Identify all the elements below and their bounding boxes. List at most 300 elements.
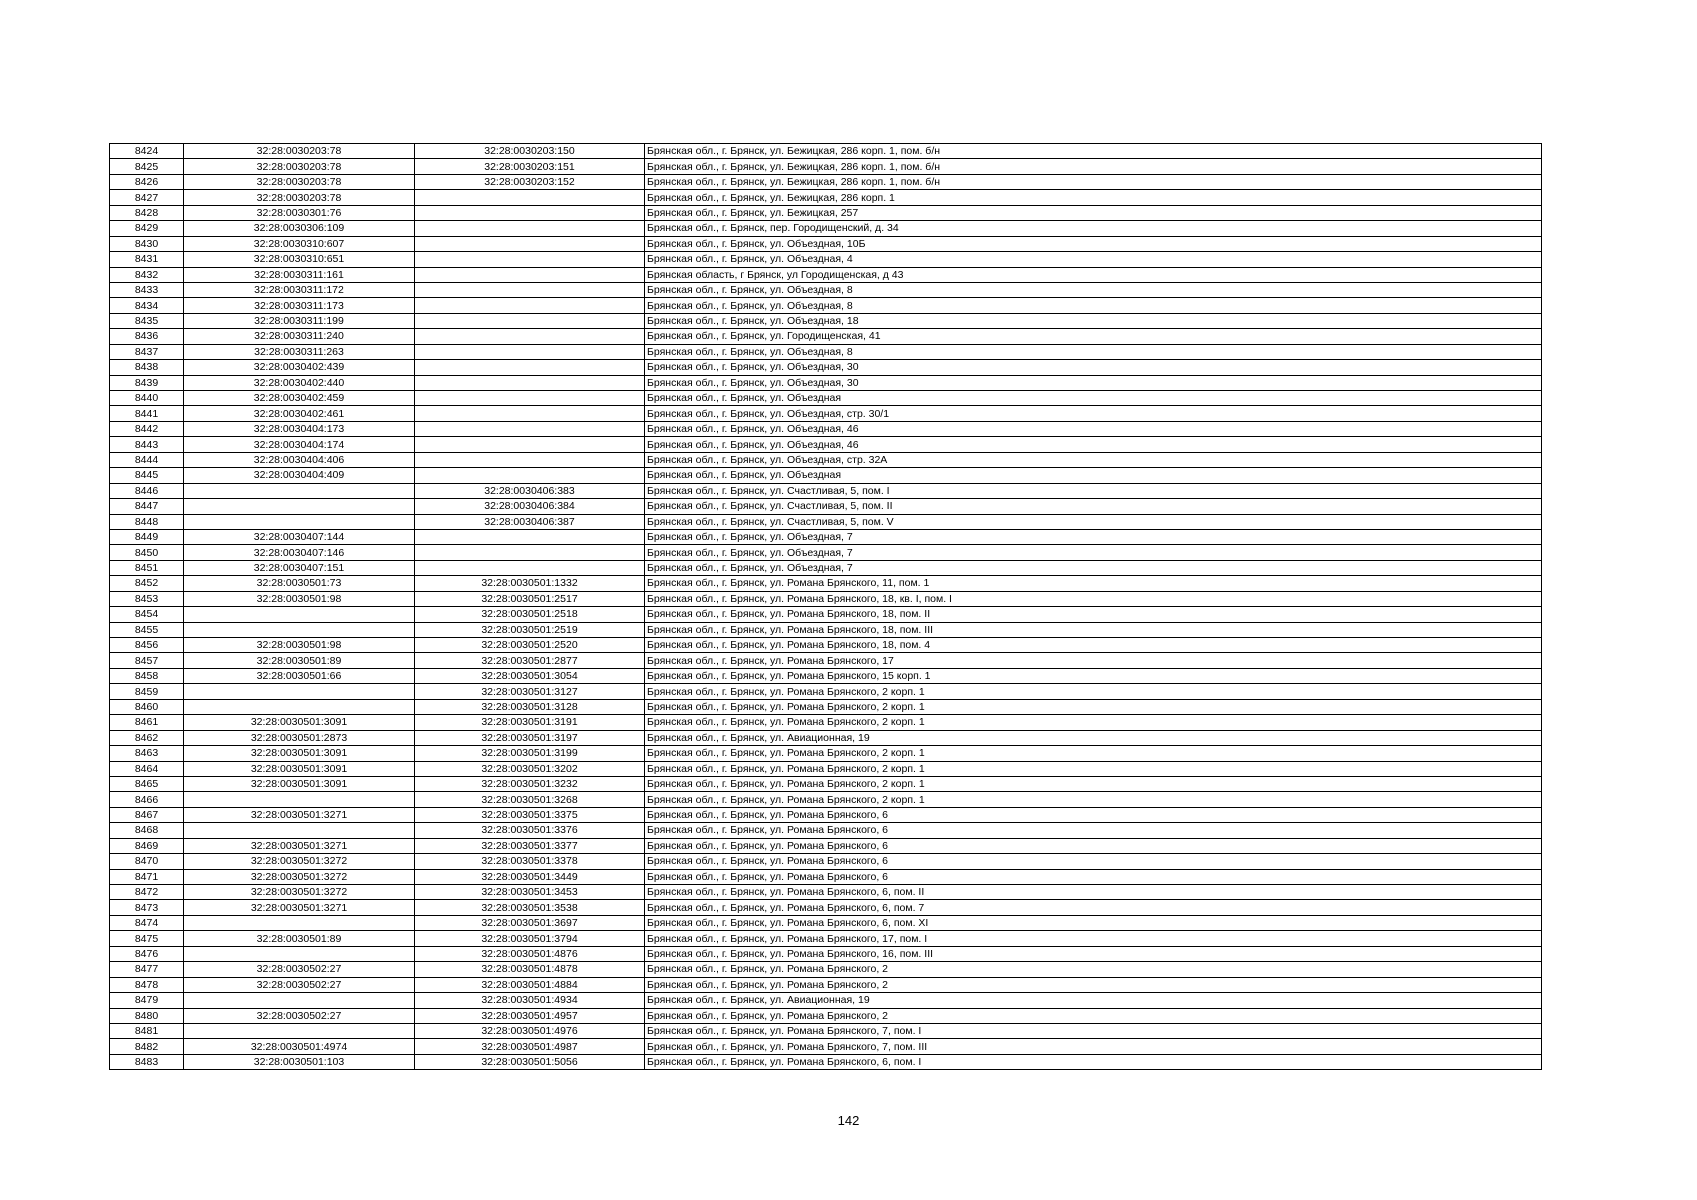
address-cell: Брянская обл., г. Брянск, ул. Романа Брянского, 7, пом. I	[645, 1023, 1542, 1038]
row-number-cell: 8462	[110, 730, 184, 745]
object-cadastral-number-cell: 32:28:0030501:3538	[415, 900, 645, 915]
object-cadastral-number-cell	[415, 344, 645, 359]
land-cadastral-number-cell: 32:28:0030311:240	[184, 329, 415, 344]
land-cadastral-number-cell	[184, 1023, 415, 1038]
address-cell: Брянская обл., г. Брянск, ул. Романа Брянского, 16, пом. III	[645, 946, 1542, 961]
land-cadastral-number-cell	[184, 946, 415, 961]
land-cadastral-number-cell	[184, 514, 415, 529]
table-row	[110, 329, 1542, 344]
address-cell: Брянская обл., г. Брянск, ул. Романа Брянского, 2 корп. 1	[645, 715, 1542, 730]
address-cell: Брянская обл., г. Брянск, ул. Счастливая, 5, пом. I	[645, 483, 1542, 498]
address-cell: Брянская обл., г. Брянск, ул. Объездная, 18	[645, 313, 1542, 328]
object-cadastral-number-cell	[415, 545, 645, 560]
object-cadastral-number-cell: 32:28:0030501:4934	[415, 993, 645, 1008]
land-cadastral-number-cell: 32:28:0030501:4974	[184, 1039, 415, 1054]
row-number-cell: 8428	[110, 205, 184, 220]
address-cell: Брянская обл., г. Брянск, ул. Романа Брянского, 18, кв. I, пом. I	[645, 591, 1542, 606]
object-cadastral-number-cell	[415, 282, 645, 297]
row-number-cell: 8480	[110, 1008, 184, 1023]
land-cadastral-number-cell: 32:28:0030404:406	[184, 452, 415, 467]
object-cadastral-number-cell	[415, 560, 645, 575]
land-cadastral-number-cell	[184, 993, 415, 1008]
row-number-cell: 8429	[110, 221, 184, 236]
table-row	[110, 730, 1542, 745]
address-cell: Брянская обл., г. Брянск, ул. Счастливая, 5, пом. V	[645, 514, 1542, 529]
object-cadastral-number-cell	[415, 252, 645, 267]
land-cadastral-number-cell	[184, 792, 415, 807]
table-row	[110, 391, 1542, 406]
table-row	[110, 622, 1542, 637]
table-row	[110, 915, 1542, 930]
table-row	[110, 1039, 1542, 1054]
row-number-cell: 8463	[110, 746, 184, 761]
table-row	[110, 715, 1542, 730]
row-number-cell: 8456	[110, 638, 184, 653]
object-cadastral-number-cell: 32:28:0030501:3375	[415, 807, 645, 822]
address-cell: Брянская обл., г. Брянск, ул. Объездная, 7	[645, 560, 1542, 575]
object-cadastral-number-cell	[415, 452, 645, 467]
address-cell: Брянская обл., г. Брянск, ул. Объездная, 30	[645, 360, 1542, 375]
table-row	[110, 746, 1542, 761]
table-row	[110, 360, 1542, 375]
object-cadastral-number-cell	[415, 298, 645, 313]
object-cadastral-number-cell	[415, 190, 645, 205]
address-cell: Брянская обл., г. Брянск, ул. Объездная, 8	[645, 282, 1542, 297]
table-row	[110, 298, 1542, 313]
row-number-cell: 8452	[110, 576, 184, 591]
row-number-cell: 8443	[110, 437, 184, 452]
address-cell: Брянская обл., г. Брянск, ул. Романа Брянского, 2 корп. 1	[645, 761, 1542, 776]
object-cadastral-number-cell	[415, 221, 645, 236]
object-cadastral-number-cell: 32:28:0030501:5056	[415, 1054, 645, 1069]
object-cadastral-number-cell: 32:28:0030406:387	[415, 514, 645, 529]
land-cadastral-number-cell	[184, 915, 415, 930]
object-cadastral-number-cell: 32:28:0030501:3794	[415, 931, 645, 946]
address-cell: Брянская обл., г. Брянск, ул. Романа Брянского, 15 корп. 1	[645, 668, 1542, 683]
land-cadastral-number-cell: 32:28:0030501:3272	[184, 885, 415, 900]
row-number-cell: 8455	[110, 622, 184, 637]
address-cell: Брянская обл., г. Брянск, ул. Объездная	[645, 468, 1542, 483]
address-cell: Брянская обл., г. Брянск, ул. Романа Брянского, 6, пом. II	[645, 885, 1542, 900]
table-row	[110, 638, 1542, 653]
object-cadastral-number-cell	[415, 391, 645, 406]
address-cell: Брянская обл., г. Брянск, ул. Бежицкая, 286 корп. 1	[645, 190, 1542, 205]
row-number-cell: 8482	[110, 1039, 184, 1054]
address-cell: Брянская обл., г. Брянск, ул. Авиационная, 19	[645, 993, 1542, 1008]
table-row	[110, 483, 1542, 498]
object-cadastral-number-cell: 32:28:0030501:4976	[415, 1023, 645, 1038]
land-cadastral-number-cell: 32:28:0030501:3091	[184, 746, 415, 761]
land-cadastral-number-cell	[184, 684, 415, 699]
address-cell: Брянская обл., г. Брянск, ул. Счастливая, 5, пом. II	[645, 499, 1542, 514]
row-number-cell: 8446	[110, 483, 184, 498]
address-cell: Брянская обл., г. Брянск, ул. Объездная, 7	[645, 529, 1542, 544]
table-row	[110, 437, 1542, 452]
object-cadastral-number-cell: 32:28:0030501:3191	[415, 715, 645, 730]
table-row	[110, 869, 1542, 884]
table-row	[110, 900, 1542, 915]
address-cell: Брянская обл., г. Брянск, ул. Романа Брянского, 2	[645, 977, 1542, 992]
land-cadastral-number-cell	[184, 622, 415, 637]
address-cell: Брянская обл., г. Брянск, ул. Объездная, 46	[645, 437, 1542, 452]
address-cell: Брянская обл., г. Брянск, ул. Романа Брянского, 6	[645, 807, 1542, 822]
object-cadastral-number-cell: 32:28:0030501:3453	[415, 885, 645, 900]
land-cadastral-number-cell: 32:28:0030407:151	[184, 560, 415, 575]
row-number-cell: 8440	[110, 391, 184, 406]
land-cadastral-number-cell: 32:28:0030501:73	[184, 576, 415, 591]
row-number-cell: 8451	[110, 560, 184, 575]
row-number-cell: 8465	[110, 776, 184, 791]
table-row	[110, 406, 1542, 421]
row-number-cell: 8483	[110, 1054, 184, 1069]
table-row	[110, 499, 1542, 514]
land-cadastral-number-cell: 32:28:0030501:103	[184, 1054, 415, 1069]
object-cadastral-number-cell: 32:28:0030501:3449	[415, 869, 645, 884]
land-cadastral-number-cell: 32:28:0030301:76	[184, 205, 415, 220]
land-cadastral-number-cell: 32:28:0030501:89	[184, 653, 415, 668]
object-cadastral-number-cell: 32:28:0030203:150	[415, 144, 645, 159]
address-cell: Брянская обл., г. Брянск, ул. Романа Брянского, 2 корп. 1	[645, 792, 1542, 807]
table-row	[110, 668, 1542, 683]
address-cell: Брянская обл., г. Брянск, ул. Объездная, 8	[645, 298, 1542, 313]
object-cadastral-number-cell: 32:28:0030501:2520	[415, 638, 645, 653]
land-cadastral-number-cell: 32:28:0030501:3271	[184, 807, 415, 822]
address-cell: Брянская обл., г. Брянск, ул. Бежицкая, 286 корп. 1, пом. б/н	[645, 144, 1542, 159]
table-row	[110, 977, 1542, 992]
object-cadastral-number-cell: 32:28:0030501:3376	[415, 823, 645, 838]
object-cadastral-number-cell: 32:28:0030501:3378	[415, 854, 645, 869]
table-row	[110, 529, 1542, 544]
table-row	[110, 854, 1542, 869]
land-cadastral-number-cell: 32:28:0030203:78	[184, 159, 415, 174]
row-number-cell: 8426	[110, 174, 184, 189]
object-cadastral-number-cell: 32:28:0030501:2518	[415, 607, 645, 622]
table-row	[110, 576, 1542, 591]
address-cell: Брянская обл., г. Брянск, ул. Объездная, стр. 32А	[645, 452, 1542, 467]
table-row	[110, 885, 1542, 900]
land-cadastral-number-cell: 32:28:0030501:89	[184, 931, 415, 946]
object-cadastral-number-cell: 32:28:0030501:2519	[415, 622, 645, 637]
land-cadastral-number-cell: 32:28:0030311:263	[184, 344, 415, 359]
table-row	[110, 993, 1542, 1008]
land-cadastral-number-cell	[184, 699, 415, 714]
table-row	[110, 946, 1542, 961]
object-cadastral-number-cell: 32:28:0030501:4987	[415, 1039, 645, 1054]
table-row	[110, 236, 1542, 251]
table-row	[110, 653, 1542, 668]
address-cell: Брянская обл., г. Брянск, ул. Объездная, стр. 30/1	[645, 406, 1542, 421]
object-cadastral-number-cell: 32:28:0030501:3202	[415, 761, 645, 776]
row-number-cell: 8430	[110, 236, 184, 251]
row-number-cell: 8433	[110, 282, 184, 297]
land-cadastral-number-cell: 32:28:0030501:3091	[184, 715, 415, 730]
address-cell: Брянская обл., г. Брянск, ул. Романа Брянского, 2	[645, 962, 1542, 977]
row-number-cell: 8434	[110, 298, 184, 313]
table-row	[110, 421, 1542, 436]
table-row	[110, 159, 1542, 174]
object-cadastral-number-cell: 32:28:0030501:3232	[415, 776, 645, 791]
land-cadastral-number-cell: 32:28:0030203:78	[184, 174, 415, 189]
land-cadastral-number-cell: 32:28:0030203:78	[184, 144, 415, 159]
object-cadastral-number-cell: 32:28:0030203:152	[415, 174, 645, 189]
address-cell: Брянская обл., г. Брянск, ул. Романа Брянского, 2 корп. 1	[645, 776, 1542, 791]
row-number-cell: 8453	[110, 591, 184, 606]
object-cadastral-number-cell: 32:28:0030501:3128	[415, 699, 645, 714]
table-row	[110, 699, 1542, 714]
object-cadastral-number-cell	[415, 421, 645, 436]
address-cell: Брянская обл., г. Брянск, ул. Объездная, 46	[645, 421, 1542, 436]
table-row	[110, 792, 1542, 807]
row-number-cell: 8471	[110, 869, 184, 884]
table-row	[110, 807, 1542, 822]
table-row	[110, 452, 1542, 467]
object-cadastral-number-cell: 32:28:0030501:4878	[415, 962, 645, 977]
address-cell: Брянская обл., г. Брянск, ул. Романа Брянского, 17	[645, 653, 1542, 668]
address-cell: Брянская обл., г. Брянск, ул. Романа Брянского, 2 корп. 1	[645, 699, 1542, 714]
table-row	[110, 468, 1542, 483]
land-cadastral-number-cell: 32:28:0030203:78	[184, 190, 415, 205]
registry-table	[109, 143, 1542, 1070]
object-cadastral-number-cell: 32:28:0030406:384	[415, 499, 645, 514]
address-cell: Брянская обл., г. Брянск, ул. Романа Брянского, 6	[645, 854, 1542, 869]
land-cadastral-number-cell: 32:28:0030501:98	[184, 638, 415, 653]
land-cadastral-number-cell: 32:28:0030501:3271	[184, 900, 415, 915]
address-cell: Брянская обл., г. Брянск, ул. Романа Брянского, 2 корп. 1	[645, 746, 1542, 761]
land-cadastral-number-cell: 32:28:0030501:3091	[184, 761, 415, 776]
address-cell: Брянская обл., г. Брянск, ул. Бежицкая, 286 корп. 1, пом. б/н	[645, 174, 1542, 189]
object-cadastral-number-cell	[415, 406, 645, 421]
address-cell: Брянская обл., г. Брянск, ул. Романа Брянского, 6	[645, 869, 1542, 884]
row-number-cell: 8461	[110, 715, 184, 730]
address-cell: Брянская обл., г. Брянск, ул. Романа Брянского, 6, пом. I	[645, 1054, 1542, 1069]
row-number-cell: 8438	[110, 360, 184, 375]
row-number-cell: 8447	[110, 499, 184, 514]
registry-table-body	[110, 144, 1542, 1070]
land-cadastral-number-cell: 32:28:0030501:98	[184, 591, 415, 606]
row-number-cell: 8441	[110, 406, 184, 421]
address-cell: Брянская обл., г. Брянск, ул. Объездная, 10Б	[645, 236, 1542, 251]
address-cell: Брянская обл., г. Брянск, ул. Романа Брянского, 2	[645, 1008, 1542, 1023]
table-row	[110, 205, 1542, 220]
object-cadastral-number-cell	[415, 329, 645, 344]
land-cadastral-number-cell: 32:28:0030501:3271	[184, 838, 415, 853]
row-number-cell: 8450	[110, 545, 184, 560]
table-row	[110, 1054, 1542, 1069]
land-cadastral-number-cell: 32:28:0030502:27	[184, 977, 415, 992]
row-number-cell: 8468	[110, 823, 184, 838]
address-cell: Брянская обл., г. Брянск, ул. Романа Брянского, 18, пом. III	[645, 622, 1542, 637]
address-cell: Брянская обл., г. Брянск, ул. Городищенская, 41	[645, 329, 1542, 344]
object-cadastral-number-cell: 32:28:0030501:4957	[415, 1008, 645, 1023]
land-cadastral-number-cell: 32:28:0030502:27	[184, 962, 415, 977]
table-row	[110, 591, 1542, 606]
land-cadastral-number-cell: 32:28:0030502:27	[184, 1008, 415, 1023]
address-cell: Брянская обл., г. Брянск, ул. Романа Брянского, 7, пом. III	[645, 1039, 1542, 1054]
row-number-cell: 8469	[110, 838, 184, 853]
table-row	[110, 823, 1542, 838]
address-cell: Брянская обл., г. Брянск, ул. Объездная	[645, 391, 1542, 406]
table-row	[110, 1023, 1542, 1038]
land-cadastral-number-cell: 32:28:0030407:144	[184, 529, 415, 544]
table-row	[110, 962, 1542, 977]
object-cadastral-number-cell	[415, 360, 645, 375]
row-number-cell: 8473	[110, 900, 184, 915]
address-cell: Брянская обл., г. Брянск, ул. Бежицкая, 257	[645, 205, 1542, 220]
table-row	[110, 545, 1542, 560]
land-cadastral-number-cell: 32:28:0030402:440	[184, 375, 415, 390]
land-cadastral-number-cell: 32:28:0030402:459	[184, 391, 415, 406]
row-number-cell: 8475	[110, 931, 184, 946]
row-number-cell: 8436	[110, 329, 184, 344]
object-cadastral-number-cell	[415, 236, 645, 251]
row-number-cell: 8466	[110, 792, 184, 807]
table-row	[110, 931, 1542, 946]
object-cadastral-number-cell: 32:28:0030501:3197	[415, 730, 645, 745]
table-row	[110, 174, 1542, 189]
object-cadastral-number-cell	[415, 267, 645, 282]
object-cadastral-number-cell: 32:28:0030501:2517	[415, 591, 645, 606]
land-cadastral-number-cell	[184, 483, 415, 498]
row-number-cell: 8481	[110, 1023, 184, 1038]
row-number-cell: 8449	[110, 529, 184, 544]
row-number-cell: 8477	[110, 962, 184, 977]
row-number-cell: 8442	[110, 421, 184, 436]
address-cell: Брянская обл., г. Брянск, ул. Романа Брянского, 6, пом. 7	[645, 900, 1542, 915]
row-number-cell: 8439	[110, 375, 184, 390]
object-cadastral-number-cell	[415, 437, 645, 452]
address-cell: Брянская обл., г. Брянск, ул. Романа Брянского, 18, пом. 4	[645, 638, 1542, 653]
object-cadastral-number-cell	[415, 529, 645, 544]
row-number-cell: 8445	[110, 468, 184, 483]
table-row	[110, 313, 1542, 328]
object-cadastral-number-cell	[415, 205, 645, 220]
address-cell: Брянская обл., г. Брянск, пер. Городищенский, д. 34	[645, 221, 1542, 236]
address-cell: Брянская область, г Брянск, ул Городищенская, д 43	[645, 267, 1542, 282]
land-cadastral-number-cell: 32:28:0030501:3091	[184, 776, 415, 791]
land-cadastral-number-cell: 32:28:0030501:2873	[184, 730, 415, 745]
land-cadastral-number-cell: 32:28:0030311:199	[184, 313, 415, 328]
table-row	[110, 144, 1542, 159]
table-row	[110, 1008, 1542, 1023]
land-cadastral-number-cell: 32:28:0030501:66	[184, 668, 415, 683]
row-number-cell: 8444	[110, 452, 184, 467]
page-number: 142	[837, 1113, 860, 1128]
object-cadastral-number-cell: 32:28:0030501:3054	[415, 668, 645, 683]
land-cadastral-number-cell	[184, 823, 415, 838]
land-cadastral-number-cell	[184, 607, 415, 622]
address-cell: Брянская обл., г. Брянск, ул. Авиационная, 19	[645, 730, 1542, 745]
object-cadastral-number-cell: 32:28:0030501:3377	[415, 838, 645, 853]
table-row	[110, 375, 1542, 390]
row-number-cell: 8435	[110, 313, 184, 328]
table-row	[110, 221, 1542, 236]
land-cadastral-number-cell: 32:28:0030407:146	[184, 545, 415, 560]
object-cadastral-number-cell: 32:28:0030501:3199	[415, 746, 645, 761]
table-row	[110, 282, 1542, 297]
land-cadastral-number-cell: 32:28:0030310:607	[184, 236, 415, 251]
land-cadastral-number-cell: 32:28:0030311:173	[184, 298, 415, 313]
row-number-cell: 8424	[110, 144, 184, 159]
object-cadastral-number-cell: 32:28:0030501:1332	[415, 576, 645, 591]
row-number-cell: 8472	[110, 885, 184, 900]
row-number-cell: 8467	[110, 807, 184, 822]
land-cadastral-number-cell	[184, 499, 415, 514]
object-cadastral-number-cell: 32:28:0030203:151	[415, 159, 645, 174]
address-cell: Брянская обл., г. Брянск, ул. Объездная, 8	[645, 344, 1542, 359]
row-number-cell: 8460	[110, 699, 184, 714]
land-cadastral-number-cell: 32:28:0030306:109	[184, 221, 415, 236]
object-cadastral-number-cell: 32:28:0030501:4884	[415, 977, 645, 992]
address-cell: Брянская обл., г. Брянск, ул. Романа Брянского, 6	[645, 838, 1542, 853]
row-number-cell: 8432	[110, 267, 184, 282]
table-row	[110, 684, 1542, 699]
row-number-cell: 8476	[110, 946, 184, 961]
land-cadastral-number-cell: 32:28:0030501:3272	[184, 869, 415, 884]
land-cadastral-number-cell: 32:28:0030404:409	[184, 468, 415, 483]
address-cell: Брянская обл., г. Брянск, ул. Романа Брянского, 2 корп. 1	[645, 684, 1542, 699]
land-cadastral-number-cell: 32:28:0030310:651	[184, 252, 415, 267]
table-row	[110, 838, 1542, 853]
address-cell: Брянская обл., г. Брянск, ул. Объездная, 4	[645, 252, 1542, 267]
object-cadastral-number-cell	[415, 468, 645, 483]
object-cadastral-number-cell	[415, 375, 645, 390]
row-number-cell: 8437	[110, 344, 184, 359]
address-cell: Брянская обл., г. Брянск, ул. Бежицкая, 286 корп. 1, пом. б/н	[645, 159, 1542, 174]
table-row	[110, 514, 1542, 529]
land-cadastral-number-cell: 32:28:0030402:439	[184, 360, 415, 375]
object-cadastral-number-cell: 32:28:0030501:3697	[415, 915, 645, 930]
object-cadastral-number-cell: 32:28:0030501:3268	[415, 792, 645, 807]
row-number-cell: 8454	[110, 607, 184, 622]
table-row	[110, 776, 1542, 791]
land-cadastral-number-cell: 32:28:0030402:461	[184, 406, 415, 421]
table-row	[110, 190, 1542, 205]
row-number-cell: 8425	[110, 159, 184, 174]
row-number-cell: 8474	[110, 915, 184, 930]
table-row	[110, 560, 1542, 575]
address-cell: Брянская обл., г. Брянск, ул. Объездная, 7	[645, 545, 1542, 560]
table-row	[110, 252, 1542, 267]
object-cadastral-number-cell	[415, 313, 645, 328]
row-number-cell: 8464	[110, 761, 184, 776]
row-number-cell: 8427	[110, 190, 184, 205]
table-row	[110, 344, 1542, 359]
row-number-cell: 8457	[110, 653, 184, 668]
row-number-cell: 8458	[110, 668, 184, 683]
row-number-cell: 8478	[110, 977, 184, 992]
table-row	[110, 607, 1542, 622]
land-cadastral-number-cell: 32:28:0030501:3272	[184, 854, 415, 869]
land-cadastral-number-cell: 32:28:0030311:172	[184, 282, 415, 297]
address-cell: Брянская обл., г. Брянск, ул. Романа Брянского, 11, пом. 1	[645, 576, 1542, 591]
land-cadastral-number-cell: 32:28:0030404:174	[184, 437, 415, 452]
address-cell: Брянская обл., г. Брянск, ул. Романа Брянского, 6, пом. XI	[645, 915, 1542, 930]
object-cadastral-number-cell: 32:28:0030501:3127	[415, 684, 645, 699]
land-cadastral-number-cell: 32:28:0030311:161	[184, 267, 415, 282]
address-cell: Брянская обл., г. Брянск, ул. Объездная, 30	[645, 375, 1542, 390]
address-cell: Брянская обл., г. Брянск, ул. Романа Брянского, 17, пом. I	[645, 931, 1542, 946]
row-number-cell: 8431	[110, 252, 184, 267]
object-cadastral-number-cell: 32:28:0030501:4876	[415, 946, 645, 961]
table-row	[110, 267, 1542, 282]
table-row	[110, 761, 1542, 776]
row-number-cell: 8479	[110, 993, 184, 1008]
address-cell: Брянская обл., г. Брянск, ул. Романа Брянского, 18, пом. II	[645, 607, 1542, 622]
row-number-cell: 8448	[110, 514, 184, 529]
object-cadastral-number-cell: 32:28:0030501:2877	[415, 653, 645, 668]
object-cadastral-number-cell: 32:28:0030406:383	[415, 483, 645, 498]
row-number-cell: 8470	[110, 854, 184, 869]
